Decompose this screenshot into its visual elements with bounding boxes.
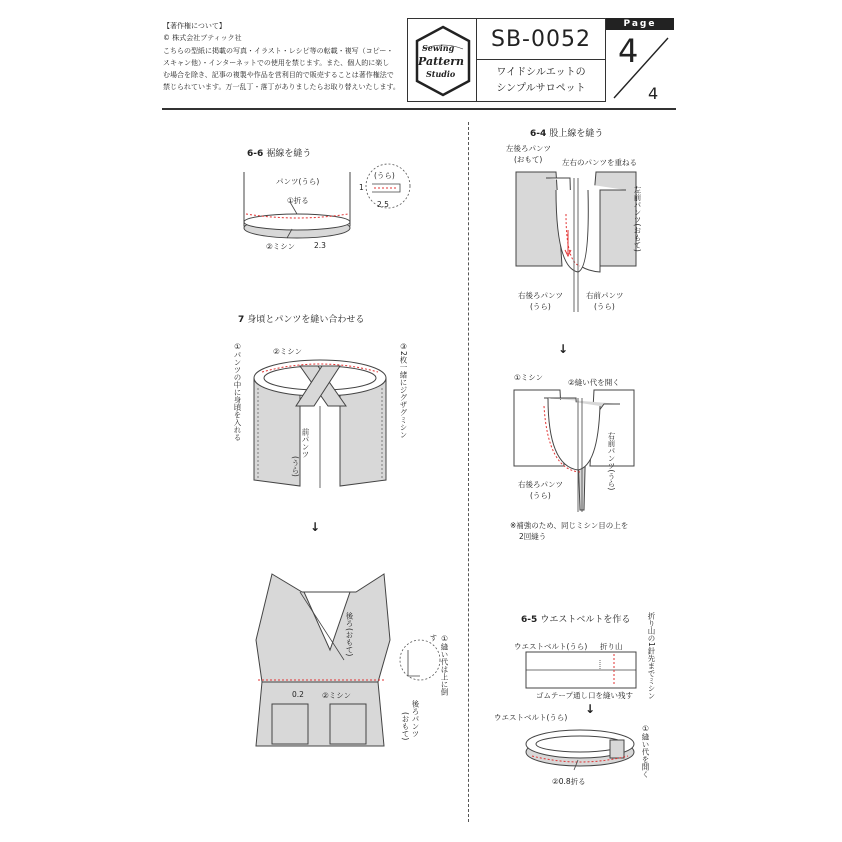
step-title: ウエストベルトを作る — [540, 615, 631, 625]
step-6-5-heading — [521, 612, 630, 625]
page-label: Page — [606, 18, 674, 30]
copyright-line: スキャン他）・インターネットでの使用を禁じます。また、個人的に楽し — [163, 58, 390, 67]
page-current: 4 — [618, 32, 639, 70]
label-ura: (うら) — [594, 302, 615, 311]
label-sew: ②ミシン — [273, 347, 303, 356]
arrow-down-icon: ↓ — [585, 702, 596, 716]
label-ura: (うら) — [291, 456, 300, 477]
label-dim-2-3: 2.3 — [314, 241, 326, 250]
body-pants-diagram — [254, 360, 386, 488]
label-right-front: 右前パンツ(うら) — [607, 432, 616, 491]
label-ura: (うら) — [530, 491, 551, 500]
label-dim-2-5: 2.5 — [377, 200, 389, 209]
label-sew: ②ミシン — [266, 242, 296, 251]
copyright-line: 【著作権について】 — [163, 22, 226, 30]
label-sew: ②0.8折る — [552, 777, 586, 786]
label-dim-0-2: 0.2 — [292, 690, 304, 699]
logo-text-1: Sewing — [422, 43, 455, 53]
label-sew: ②ミシン — [322, 691, 352, 700]
label-seam-up: ①縫い代は上に倒す — [429, 634, 449, 696]
copyright-line: む場合を除き、記事の複製や作品を営利目的で販売することは著作権法で — [163, 71, 394, 80]
pattern-code: SB-0052 — [477, 18, 606, 60]
step-6-4-heading — [530, 126, 603, 139]
step-title: 身頃とパンツを縫い合わせる — [247, 315, 365, 325]
step-number: 6-5 — [521, 615, 538, 625]
label-open-seam: ①縫い代を開く — [641, 724, 650, 778]
label-pants-ura: パンツ(うら) — [276, 177, 320, 186]
label-left-back: 左後ろパンツ — [506, 144, 551, 153]
label-dim-1: 1 — [359, 183, 364, 192]
step-7-heading — [238, 312, 364, 325]
step-number: 6-6 — [247, 149, 264, 159]
logo-text-3: Studio — [426, 69, 456, 79]
step-title: 裾線を縫う — [266, 149, 312, 159]
label-ura: (うら) — [530, 302, 551, 311]
label-sew: ①ミシン — [514, 373, 544, 382]
pattern-title-line: ワイドシルエットの — [496, 67, 586, 78]
label-waistband: ウエストベルト(うら) — [494, 713, 568, 722]
label-fold: ①折る — [287, 196, 309, 205]
label-overlap: 左右のパンツを重ねる — [562, 158, 637, 167]
label-fold-line: 折り山 — [600, 642, 623, 651]
label-right-front: 右前パンツ — [586, 291, 624, 300]
logo-text-2: Pattern — [418, 55, 465, 68]
copyright-line: こちらの型紙に掲載の写真・イラスト・レシピ等の転載・複写（コピー・ — [163, 46, 394, 55]
label-insert: ①パンツの中に身頃を入れる — [233, 342, 242, 441]
note-line-2: 2回縫う — [519, 532, 547, 541]
waistband-ring-diagram — [526, 730, 634, 770]
label-right-back: 右後ろパンツ — [518, 291, 563, 300]
copyright-line: © 株式会社ブティック社 — [163, 34, 242, 43]
label-back: 後ろ — [345, 612, 354, 627]
step-6-6-heading — [247, 146, 311, 159]
label-zigzag: ③2枚一緒にジグザグミシン — [399, 342, 408, 439]
label-detail-ura: (うら) — [374, 171, 395, 180]
page-total: 4 — [648, 84, 659, 103]
arrow-down-icon: ↓ — [310, 520, 321, 534]
note-line-1: ※補強のため、同じミシン目の上を — [510, 521, 629, 530]
label-open-seam: ②縫い代を開く — [568, 378, 620, 387]
label-omote: (おもて) — [345, 628, 354, 657]
label-front-pants: 前パンツ — [301, 428, 310, 458]
label-omote: (おもて) — [401, 712, 410, 741]
label-leave-opening: ゴムテープ通し口を縫い残す — [536, 691, 633, 700]
label-waistband: ウエストベルト(うら) — [514, 642, 588, 651]
label-right-back: 右後ろパンツ — [518, 480, 563, 489]
step-title: 股上線を縫う — [549, 129, 604, 139]
label-left-front: 左前パンツ(おもて) — [633, 186, 642, 252]
pattern-title-line: シンプルサロペット — [496, 83, 586, 94]
copyright-line: 禁じられています。万一乱丁・落丁がありましたらお取り替えいたします。 — [163, 83, 400, 92]
label-back-pants: 後ろパンツ — [411, 700, 420, 738]
step-number: 6-4 — [530, 129, 547, 139]
label-omote: (おもて) — [514, 155, 543, 164]
label-side-note: 折り山の1針先までミシン — [647, 612, 656, 700]
waistband-flat-diagram — [526, 652, 636, 688]
arrow-down-icon: ↓ — [558, 342, 569, 356]
step-number: 7 — [238, 315, 245, 325]
